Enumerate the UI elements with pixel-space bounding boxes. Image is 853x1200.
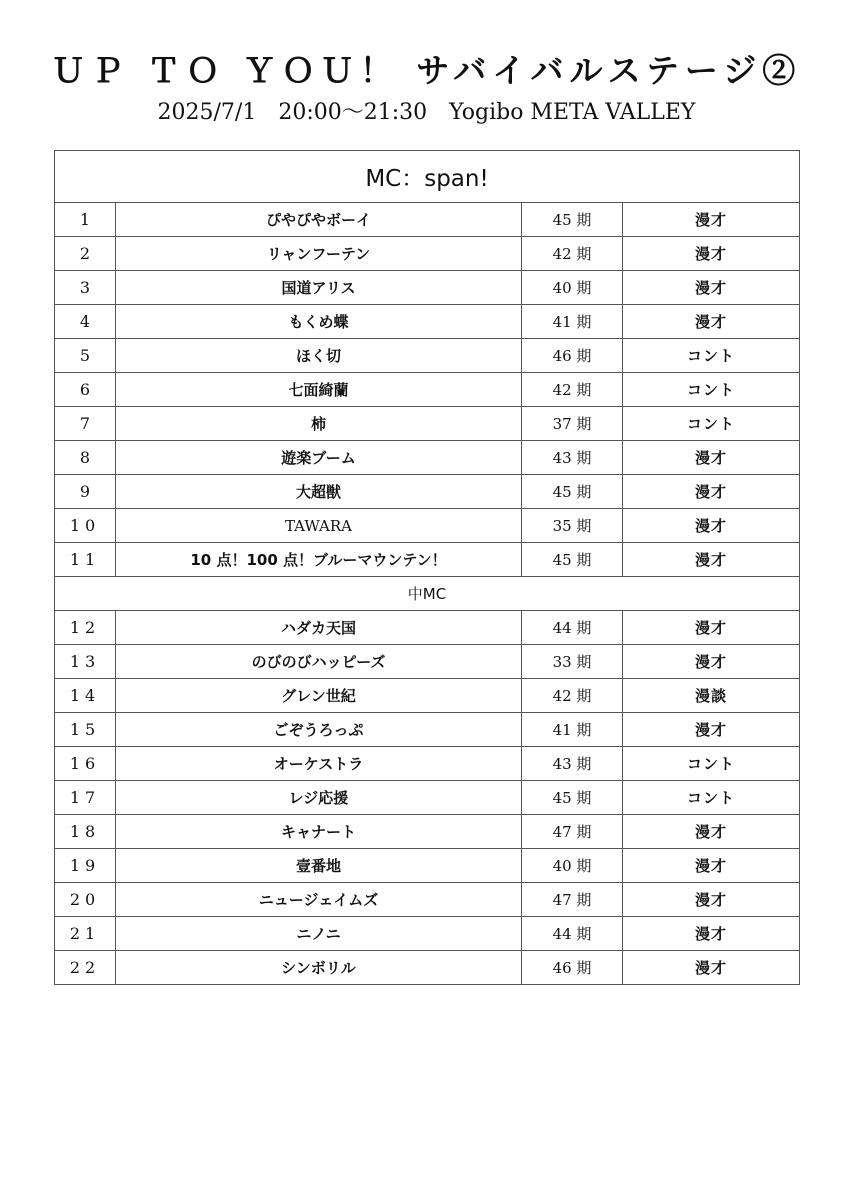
genre: コント (623, 373, 800, 407)
table-row (55, 339, 800, 373)
generation: 47 期 (522, 815, 623, 849)
performer-name: ハダカ天国 (116, 611, 522, 645)
performer-name: キャナート (116, 815, 522, 849)
lineup-body (55, 151, 800, 985)
performer-name: ニノニ (116, 917, 522, 951)
table-row (55, 951, 800, 985)
performer-name: ごぞうろっぷ (116, 713, 522, 747)
generation: 40 期 (522, 271, 623, 305)
table-row (55, 509, 800, 543)
order-number: 19 (55, 849, 116, 883)
order-number: 21 (55, 917, 116, 951)
table-row (55, 713, 800, 747)
event-info: 2025/7/1 20:00～21:30 Yogibo META VALLEY (157, 100, 696, 125)
order-number: 17 (55, 781, 116, 815)
genre: 漫才 (623, 203, 800, 237)
order-number: 9 (55, 475, 116, 509)
order-number: 1 (55, 203, 116, 237)
generation: 43 期 (522, 441, 623, 475)
genre: 漫才 (623, 441, 800, 475)
order-number: 15 (55, 713, 116, 747)
order-number: 13 (55, 645, 116, 679)
genre: 漫才 (623, 509, 800, 543)
generation: 46 期 (522, 951, 623, 985)
order-number: 8 (55, 441, 116, 475)
table-row (55, 237, 800, 271)
order-number: 20 (55, 883, 116, 917)
genre: 漫才 (623, 237, 800, 271)
genre: 漫才 (623, 611, 800, 645)
order-number: 3 (55, 271, 116, 305)
genre: コント (623, 339, 800, 373)
performer-name: リャンフーテン (116, 237, 522, 271)
generation: 33 期 (522, 645, 623, 679)
lineup-table (54, 150, 800, 985)
genre: 漫才 (623, 645, 800, 679)
genre: コント (623, 747, 800, 781)
table-row (55, 373, 800, 407)
genre: 漫才 (623, 271, 800, 305)
order-number: 12 (55, 611, 116, 645)
performer-name: 壹番地 (116, 849, 522, 883)
table-row (55, 781, 800, 815)
performer-name: シンボリル (116, 951, 522, 985)
generation: 45 期 (522, 475, 623, 509)
performer-name: ほく切 (116, 339, 522, 373)
genre: コント (623, 781, 800, 815)
order-number: 22 (55, 951, 116, 985)
generation: 43 期 (522, 747, 623, 781)
order-number: 18 (55, 815, 116, 849)
genre: コント (623, 407, 800, 441)
performer-name: 柿 (116, 407, 522, 441)
performer-name: グレン世紀 (116, 679, 522, 713)
table-row (55, 543, 800, 577)
performer-name: 大超獣 (116, 475, 522, 509)
table-row (55, 407, 800, 441)
generation: 45 期 (522, 203, 623, 237)
performer-name: レジ応援 (116, 781, 522, 815)
generation: 40 期 (522, 849, 623, 883)
table-row (55, 475, 800, 509)
performer-name: 国道アリス (116, 271, 522, 305)
table-row (55, 305, 800, 339)
performer-name: 七面綺蘭 (116, 373, 522, 407)
order-number: 2 (55, 237, 116, 271)
table-row (55, 203, 800, 237)
table-row (55, 815, 800, 849)
generation: 42 期 (522, 373, 623, 407)
genre: 漫才 (623, 305, 800, 339)
mc-label: MC：span! (55, 151, 800, 203)
genre: 漫才 (623, 713, 800, 747)
generation: 44 期 (522, 917, 623, 951)
generation: 45 期 (522, 781, 623, 815)
order-number: 10 (55, 509, 116, 543)
performer-name: 遊楽ブーム (116, 441, 522, 475)
generation: 46 期 (522, 339, 623, 373)
order-number: 11 (55, 543, 116, 577)
table-row (55, 611, 800, 645)
table-row (55, 747, 800, 781)
generation: 42 期 (522, 237, 623, 271)
order-number: 7 (55, 407, 116, 441)
generation: 44 期 (522, 611, 623, 645)
table-row (55, 849, 800, 883)
intermission-row (55, 577, 800, 611)
table-row (55, 271, 800, 305)
performer-name: 10 点！100 点！ブルーマウンテン！ (116, 543, 522, 577)
generation: 45 期 (522, 543, 623, 577)
generation: 47 期 (522, 883, 623, 917)
table-row (55, 679, 800, 713)
mc-row (55, 151, 800, 203)
genre: 漫才 (623, 883, 800, 917)
genre: 漫才 (623, 917, 800, 951)
intermission-mc-label: 中MC (55, 577, 800, 611)
genre: 漫才 (623, 815, 800, 849)
generation: 35 期 (522, 509, 623, 543)
performer-name: ぴやぴやボーイ (116, 203, 522, 237)
genre: 漫才 (623, 849, 800, 883)
order-number: 5 (55, 339, 116, 373)
table-row (55, 441, 800, 475)
performer-name: TAWARA (116, 509, 522, 543)
genre: 漫才 (623, 475, 800, 509)
order-number: 6 (55, 373, 116, 407)
performer-name: のびのびハッピーズ (116, 645, 522, 679)
performer-name: ニュージェイムズ (116, 883, 522, 917)
table-row (55, 917, 800, 951)
generation: 37 期 (522, 407, 623, 441)
generation: 42 期 (522, 679, 623, 713)
order-number: 16 (55, 747, 116, 781)
performer-name: もくめ蝶 (116, 305, 522, 339)
generation: 41 期 (522, 305, 623, 339)
table-row (55, 883, 800, 917)
generation: 41 期 (522, 713, 623, 747)
page-title: ＵＰ ＴＯ ＹＯＵ！ サバイバルステージ② (51, 51, 802, 90)
performer-name: オーケストラ (116, 747, 522, 781)
table-row (55, 645, 800, 679)
genre: 漫談 (623, 679, 800, 713)
order-number: 14 (55, 679, 116, 713)
genre: 漫才 (623, 951, 800, 985)
genre: 漫才 (623, 543, 800, 577)
order-number: 4 (55, 305, 116, 339)
